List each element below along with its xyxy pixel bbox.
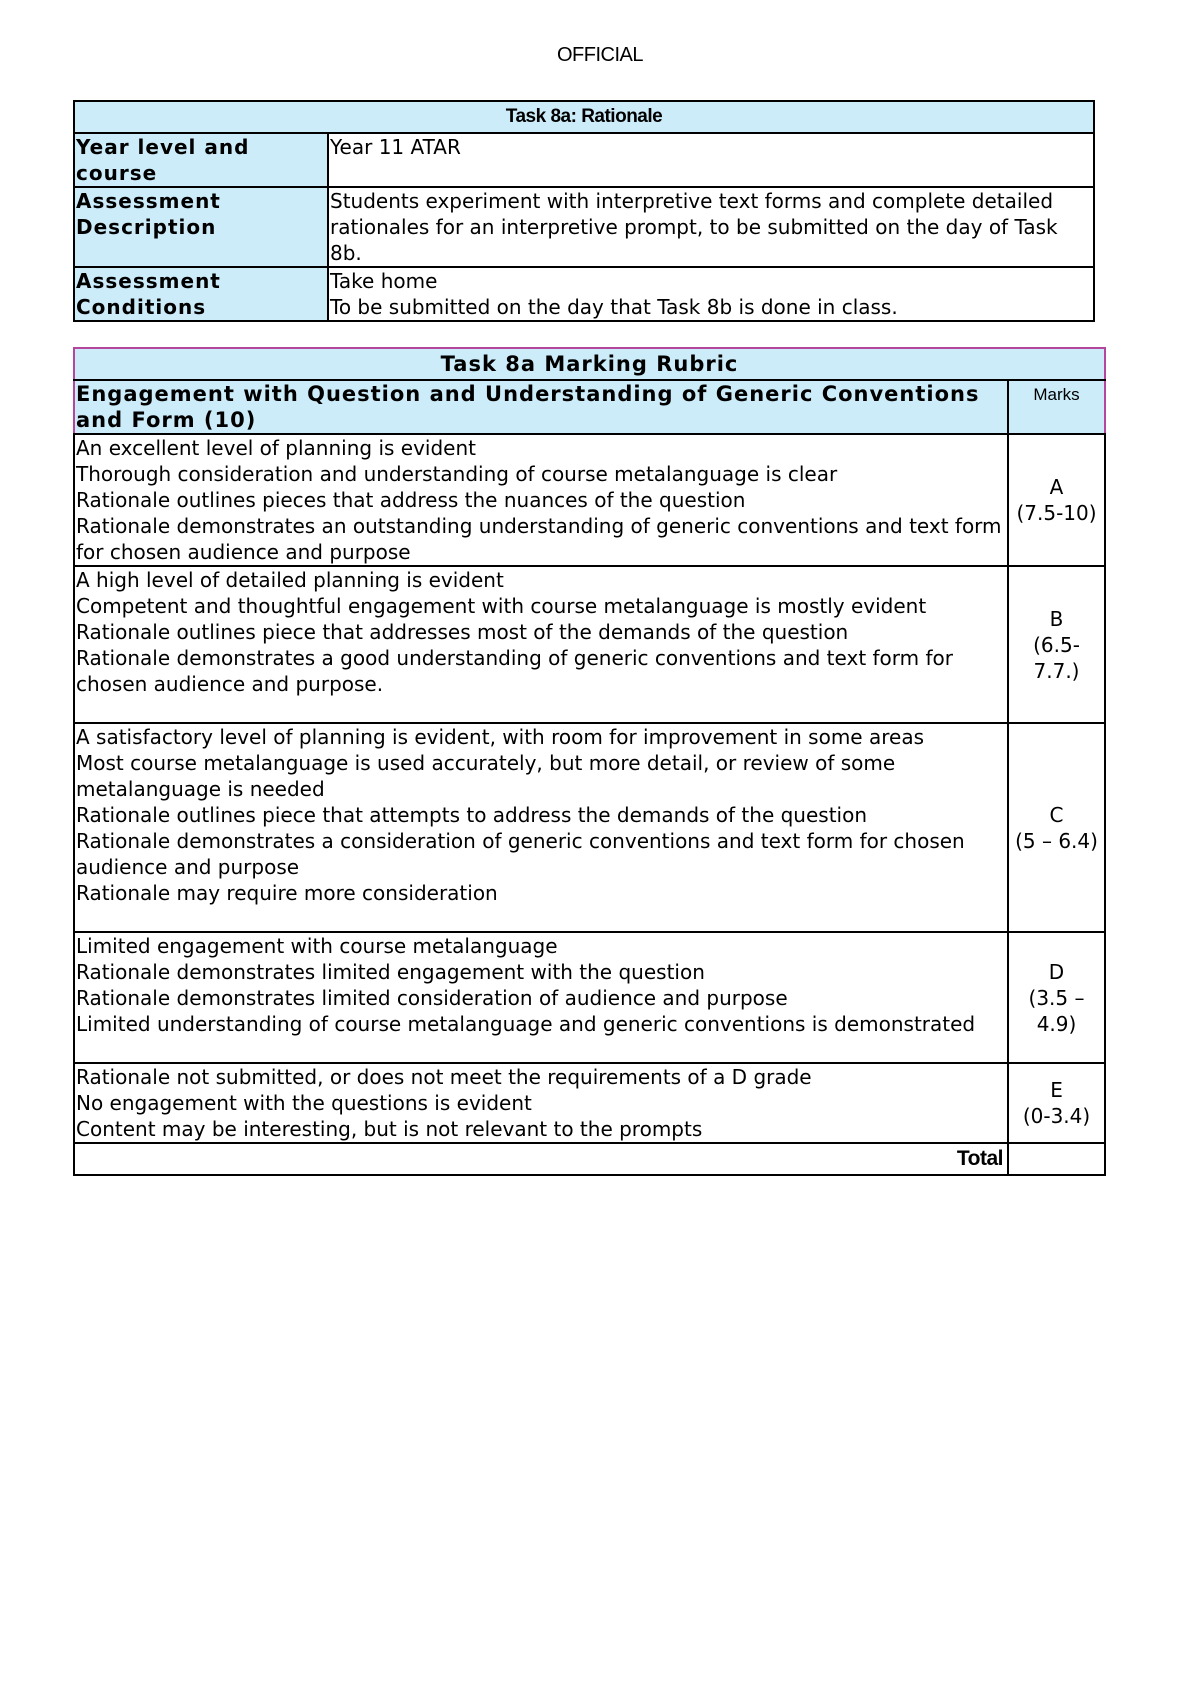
- info-value: Year 11 ATAR: [328, 133, 1094, 187]
- band-descriptors: Rationale not submitted, or does not meet the requirements of a D grade No engagement with the questions is evident Content may be interesting, but is not relevant to the prompts: [74, 1063, 1008, 1143]
- band-descriptors: A high level of detailed planning is evident Competent and thoughtful engagement with course metalanguage is mostly evident Rationale outlines piece that addresses most of the demands of the question Rationale demonstrates a good understanding of generic conventions and text form for chosen audience and purpose.: [74, 566, 1008, 723]
- info-value: Students experiment with interpretive text forms and complete detailed rationales for an interpretive prompt, to be submitted on the day of Task 8b.: [328, 187, 1094, 267]
- total-value: [1008, 1143, 1105, 1175]
- band-grade: D (3.5 – 4.9): [1008, 932, 1105, 1063]
- total-label: Total: [74, 1143, 1008, 1175]
- rubric-band-e: [74, 1063, 1105, 1143]
- info-row-description: [74, 187, 1094, 267]
- rubric-band-d: [74, 932, 1105, 1063]
- marking-rubric-table: [73, 347, 1106, 1176]
- band-descriptors: Limited engagement with course metalanguage Rationale demonstrates limited engagement with the question Rationale demonstrates limited consideration of audience and purpose Limited understanding of course metalanguage and generic conventions is demonstrated: [74, 932, 1008, 1063]
- rubric-total-row: [74, 1143, 1105, 1175]
- rubric-band-a: [74, 434, 1105, 566]
- rubric-band-b: [74, 566, 1105, 723]
- marks-column-header: Marks: [1008, 380, 1105, 434]
- band-descriptors: A satisfactory level of planning is evident, with room for improvement in some areas Most course metalanguage is used accurately, but more detail, or review of some metalanguage is needed Rationale outlines piece that attempts to address the demands of the question Rationale demonstrates a consideration of generic conventions and text form for chosen audience and purpose Rationale may require more consideration: [74, 723, 1008, 932]
- info-row-year: [74, 133, 1094, 187]
- info-value: Take home To be submitted on the day that Task 8b is done in class.: [328, 267, 1094, 321]
- band-descriptors: An excellent level of planning is evident Thorough consideration and understanding of course metalanguage is clear Rationale outlines pieces that address the nuances of the question Rationale demonstrates an outstanding understanding of generic conventions and text form for chosen audience and purpose: [74, 434, 1008, 566]
- task-title: Task 8a: Rationale: [74, 101, 1094, 133]
- info-label: Assessment Conditions: [74, 267, 328, 321]
- classification-label: OFFICIAL: [556, 44, 643, 66]
- rubric-band-c: [74, 723, 1105, 932]
- rubric-title: Task 8a Marking Rubric: [74, 348, 1105, 380]
- info-label: Year level and course: [74, 133, 328, 187]
- band-grade: E (0-3.4): [1008, 1063, 1105, 1143]
- info-label: Assessment Description: [74, 187, 328, 267]
- band-grade: C (5 – 6.4): [1008, 723, 1105, 932]
- info-row-conditions: [74, 267, 1094, 321]
- rubric-criterion: Engagement with Question and Understanding of Generic Conventions and Form (10): [74, 380, 1008, 434]
- band-grade: B (6.5-7.7.): [1008, 566, 1105, 723]
- task-info-table: [73, 100, 1095, 322]
- band-grade: A (7.5-10): [1008, 434, 1105, 566]
